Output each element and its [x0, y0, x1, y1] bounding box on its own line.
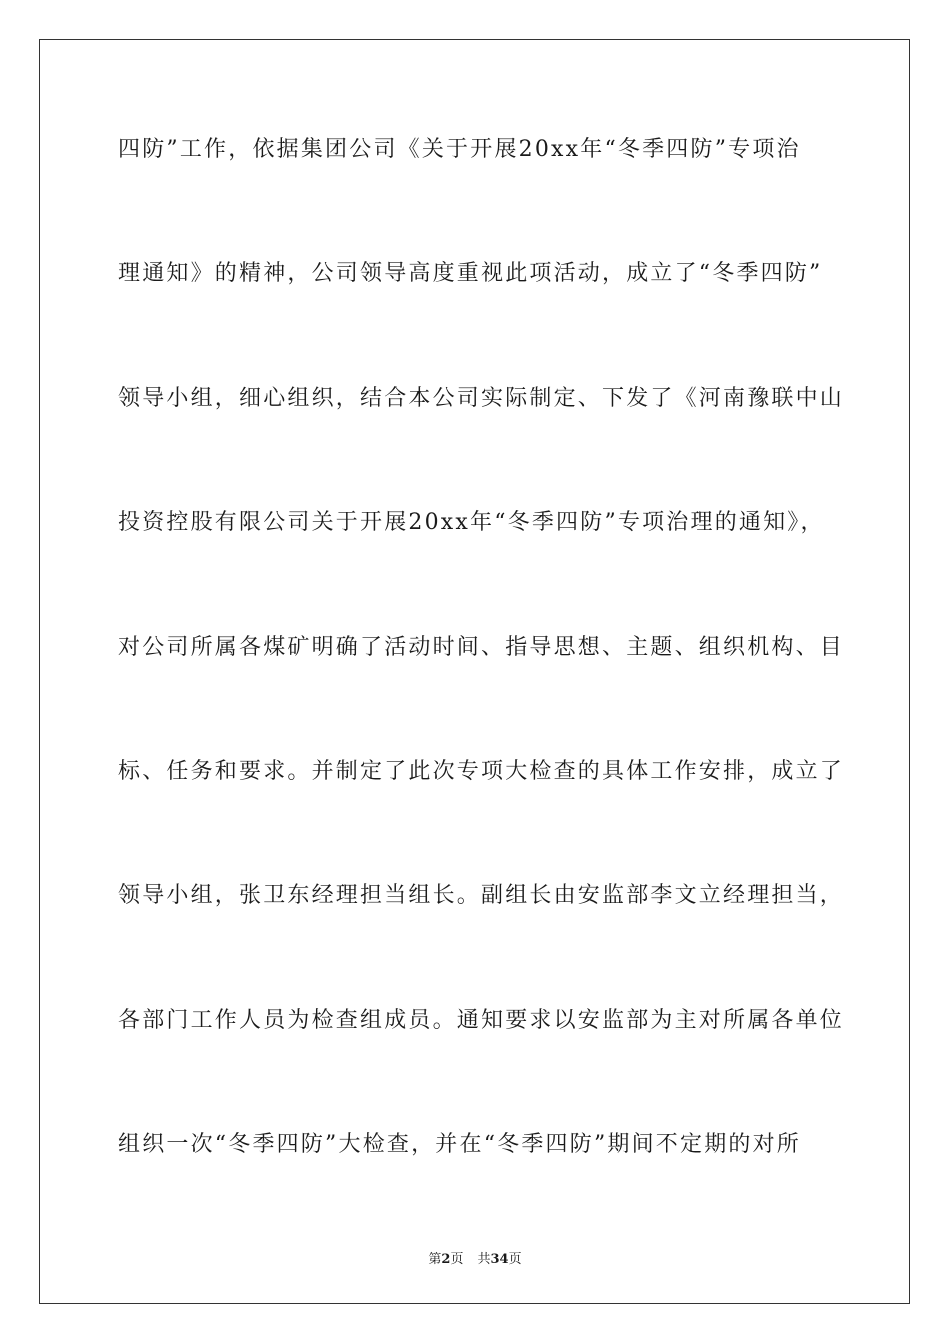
page-footer	[0, 1248, 950, 1267]
text-line: 领导小组，细心组织，结合本公司实际制定、下发了《河南豫联中山	[118, 385, 845, 411]
text-line: 组织一次“冬季四防”大检查，并在“冬季四防”期间不定期的对所	[118, 1132, 801, 1158]
text-line: 领导小组，张卫东经理担当组长。副组长由安监部李文立经理担当，	[118, 883, 845, 909]
page-number: 2	[441, 1252, 451, 1267]
text-line: 对公司所属各煤矿明确了活动时间、指导思想、主题、组织机构、目	[118, 634, 845, 660]
total-suffix: 页	[508, 1252, 522, 1267]
text-line: 各部门工作人员为检查组成员。通知要求以安监部为主对所属各单位	[118, 1007, 845, 1033]
text-line: 投资控股有限公司关于开展20xx年“冬季四防”专项治理的通知》，	[118, 510, 825, 536]
text-line: 标、任务和要求。并制定了此次专项大检查的具体工作安排，成立了	[118, 758, 845, 784]
page-prefix: 第	[428, 1252, 442, 1267]
total-prefix: 共	[477, 1252, 491, 1267]
document-body	[118, 128, 845, 1248]
page-suffix: 页	[450, 1252, 464, 1267]
text-line: 四防”工作，依据集团公司《关于开展20xx年“冬季四防”专项治	[118, 137, 801, 162]
text-line: 理通知》的精神，公司领导高度重视此项活动，成立了“冬季四防”	[118, 261, 823, 287]
total-pages: 34	[490, 1252, 509, 1267]
